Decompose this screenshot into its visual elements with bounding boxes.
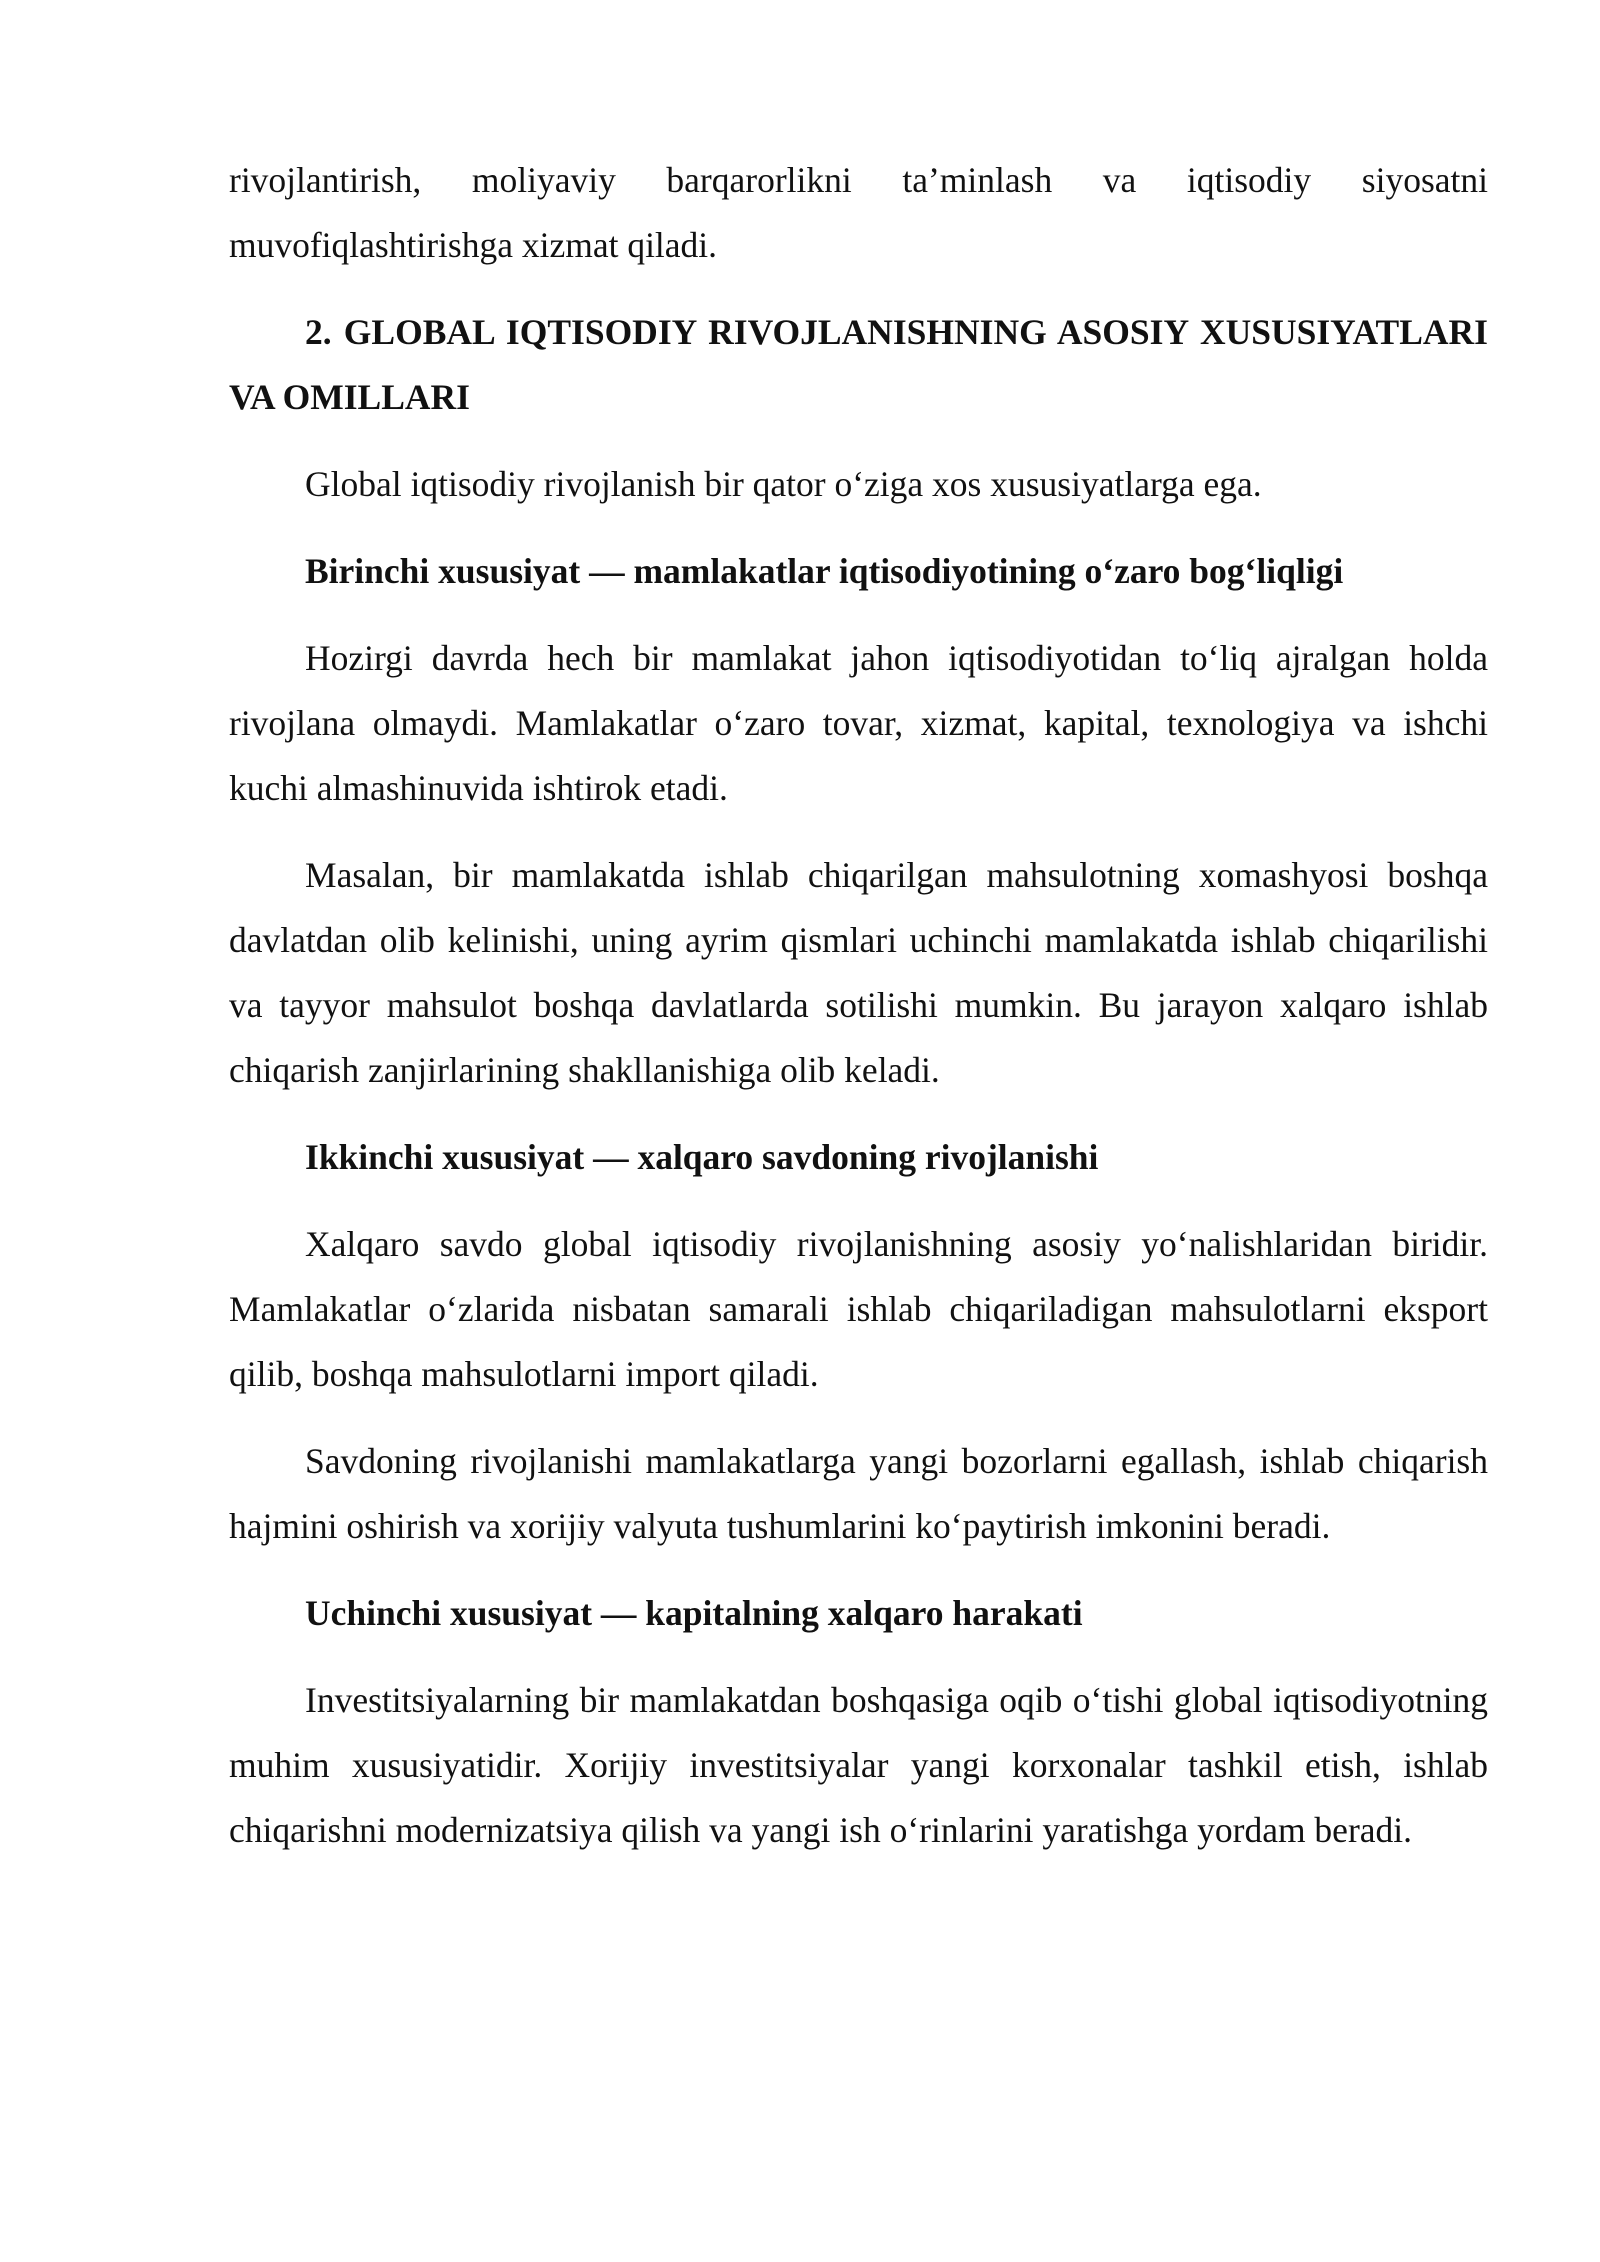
paragraph-continuation: rivojlantirish, moliyaviy barqarorlikni ta’minlash va iqtisodiy siyosatni muvofiqlashtirishga xizmat qiladi. [229, 160, 1488, 265]
subheading-third-feature: Uchinchi xususiyat — kapitalning xalqaro harakati [305, 1593, 1083, 1633]
subheading-first-feature: Birinchi xususiyat — mamlakatlar iqtisodiyotining o‘zaro bog‘liqligi [305, 551, 1344, 591]
paragraph-trade: Xalqaro savdo global iqtisodiy rivojlanishning asosiy yo‘nalishlaridan biridir. Mamlakatlar o‘zlarida nisbatan samarali ishlab chiqariladigan mahsulotlarni eksport qilib, boshqa mahsulotlarni import qiladi. [229, 1224, 1488, 1394]
paragraph-example: Masalan, bir mamlakatda ishlab chiqarilgan mahsulotning xomashyosi boshqa davlatdan olib kelinishi, uning ayrim qismlari uchinchi mamlakatda ishlab chiqarilishi va tayyor mahsulot boshqa davlatlarda sotilishi mumkin. Bu jarayon xalqaro ishlab chiqarish zanjirlarining shakllanishiga olib keladi. [229, 855, 1488, 1090]
section-heading: 2. GLOBAL IQTISODIY RIVOJLANISHNING ASOSIY XUSUSIYATLARI VA OMILLARI [229, 312, 1488, 417]
document-page [229, 148, 1488, 1863]
paragraph-trade-benefits: Savdoning rivojlanishi mamlakatlarga yangi bozorlarni egallash, ishlab chiqarish hajmini oshirish va xorijiy valyuta tushumlarini ko‘paytirish imkonini beradi. [229, 1441, 1488, 1546]
paragraph-capital: Investitsiyalarning bir mamlakatdan boshqasiga oqib o‘tishi global iqtisodiyotning muhim xususiyatidir. Xorijiy investitsiyalar yangi korxonalar tashkil etish, ishlab chiqarishni modernizatsiya qilish va yangi ish o‘rinlarini yaratishga yordam beradi. [229, 1680, 1488, 1850]
paragraph-intro: Global iqtisodiy rivojlanish bir qator o‘ziga xos xususiyatlarga ega. [305, 464, 1262, 504]
paragraph-interdependence: Hozirgi davrda hech bir mamlakat jahon iqtisodiyotidan to‘liq ajralgan holda rivojlana olmaydi. Mamlakatlar o‘zaro tovar, xizmat, kapital, texnologiya va ishchi kuchi almashinuvida ishtirok etadi. [229, 638, 1488, 808]
subheading-second-feature: Ikkinchi xususiyat — xalqaro savdoning rivojlanishi [305, 1137, 1099, 1177]
